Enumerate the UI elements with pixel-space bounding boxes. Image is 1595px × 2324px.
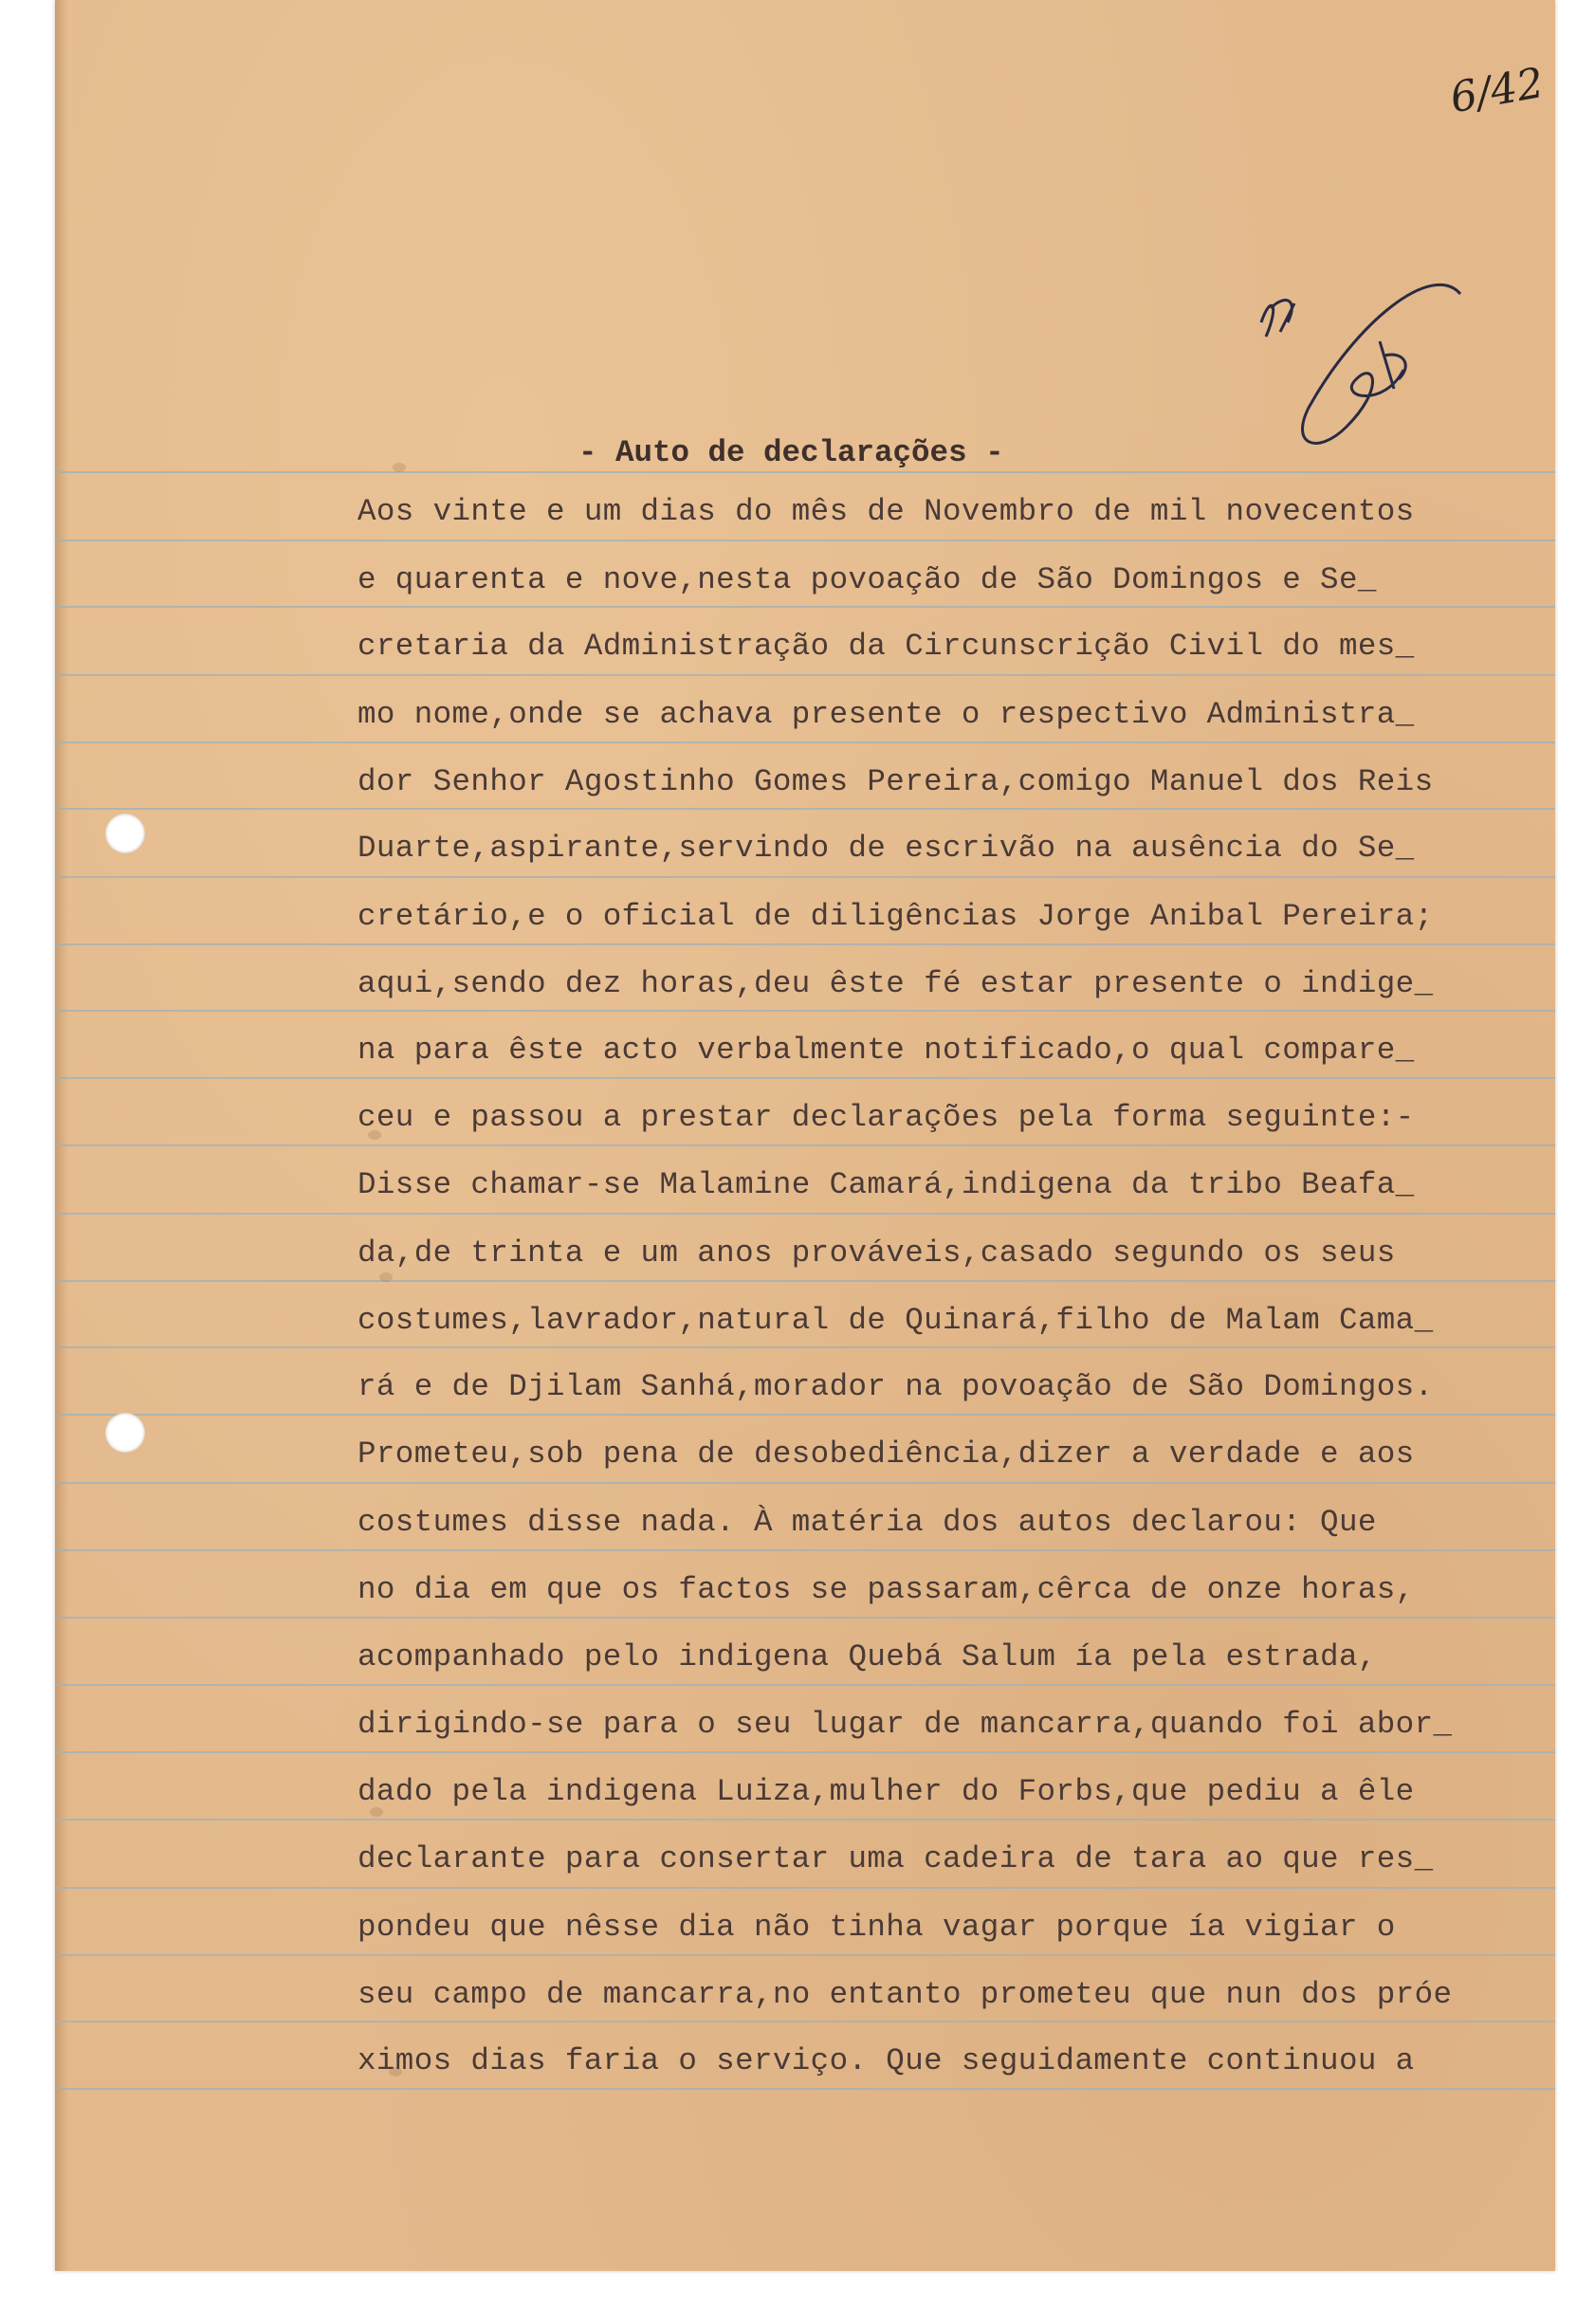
body-line: aqui,sendo dez horas,deu êste fé estar presente o indige_ [358, 966, 1434, 1001]
body-line: da,de trinta e um anos prováveis,casado segundo os seus [358, 1235, 1396, 1271]
ruled-line [55, 1482, 1555, 1484]
ruled-line [55, 1414, 1555, 1416]
ruled-line [55, 540, 1555, 541]
ruled-line [55, 1819, 1555, 1821]
signature [1242, 265, 1489, 474]
body-line: Prometeu,sob pena de desobediência,dizer a verdade e aos [358, 1436, 1415, 1472]
document-title: - Auto de declarações - [578, 435, 1004, 470]
punch-hole-top [105, 814, 145, 853]
body-line: ceu e passou a prestar declarações pela forma seguinte:- [358, 1100, 1415, 1135]
ruled-line [55, 943, 1555, 945]
ruled-line [55, 674, 1555, 676]
ruled-line [55, 2021, 1555, 2022]
body-line: Aos vinte e um dias do mês de Novembro de mil novecentos [358, 494, 1415, 529]
ruled-line [55, 1213, 1555, 1215]
body-line: no dia em que os factos se passaram,cêrca de onze horas, [358, 1572, 1415, 1607]
body-line: Disse chamar-se Malamine Camará,indigena da tribo Beafa_ [358, 1167, 1415, 1202]
ruled-line [55, 1887, 1555, 1889]
body-line: rá e de Djilam Sanhá,morador na povoação de São Domingos. [358, 1369, 1434, 1404]
ruled-line [55, 1684, 1555, 1686]
body-line: e quarenta e nove,nesta povoação de São Domingos e Se_ [358, 562, 1377, 597]
punch-hole-bottom [105, 1413, 145, 1453]
ruled-line [55, 1954, 1555, 1956]
body-line: mo nome,onde se achava presente o respectivo Administra_ [358, 697, 1415, 732]
ruled-line [55, 808, 1555, 810]
ruled-line [55, 2088, 1555, 2090]
body-line: seu campo de mancarra,no entanto prometeu que nun dos próe [358, 1977, 1453, 2012]
ruled-line [55, 1549, 1555, 1551]
body-line: costumes,lavrador,natural de Quinará,filho de Malam Cama_ [358, 1303, 1434, 1338]
body-line: cretaria da Administração da Circunscrição Civil do mes_ [358, 629, 1415, 664]
ruled-line [55, 1010, 1555, 1012]
body-line: cretário,e o oficial de diligências Jorge Anibal Pereira; [358, 899, 1434, 934]
ruled-line [55, 1280, 1555, 1282]
ruled-line [55, 1751, 1555, 1753]
ruled-line [55, 1346, 1555, 1348]
body-line: declarante para consertar uma cadeira de tara ao que res_ [358, 1841, 1434, 1876]
folio-mark [1441, 9, 1555, 180]
body-line: acompanhado pelo indigena Quebá Salum ía pela estrada, [358, 1639, 1377, 1674]
body-line: pondeu que nêsse dia não tinha vagar porque ía vigiar o [358, 1910, 1396, 1945]
body-line: dor Senhor Agostinho Gomes Pereira,comigo Manuel dos Reis [358, 764, 1434, 799]
ruled-line [55, 876, 1555, 878]
ruled-line [55, 741, 1555, 743]
ruled-line [55, 1617, 1555, 1619]
body-line: na para êste acto verbalmente notificado,o qual compare_ [358, 1033, 1415, 1068]
folio-mark-text: 6/42 [1446, 58, 1548, 123]
body-line: dado pela indigena Luiza,mulher do Forbs,que pediu a êle [358, 1774, 1415, 1809]
staple-mark [379, 1272, 393, 1282]
staple-mark [393, 463, 406, 472]
ruled-line [55, 606, 1555, 608]
body-line: Duarte,aspirante,servindo de escrivão na ausência do Se_ [358, 831, 1415, 866]
body-line: dirigindo-se para o seu lugar de mancarra,quando foi abor_ [358, 1707, 1453, 1742]
page-edge-shadow [55, 0, 68, 2271]
body-line: costumes disse nada. À matéria dos autos declarou: Que [358, 1505, 1377, 1540]
ruled-line [55, 1077, 1555, 1079]
ruled-line [55, 1144, 1555, 1146]
body-line: ximos dias faria o serviço. Que seguidamente continuou a [358, 2043, 1415, 2078]
